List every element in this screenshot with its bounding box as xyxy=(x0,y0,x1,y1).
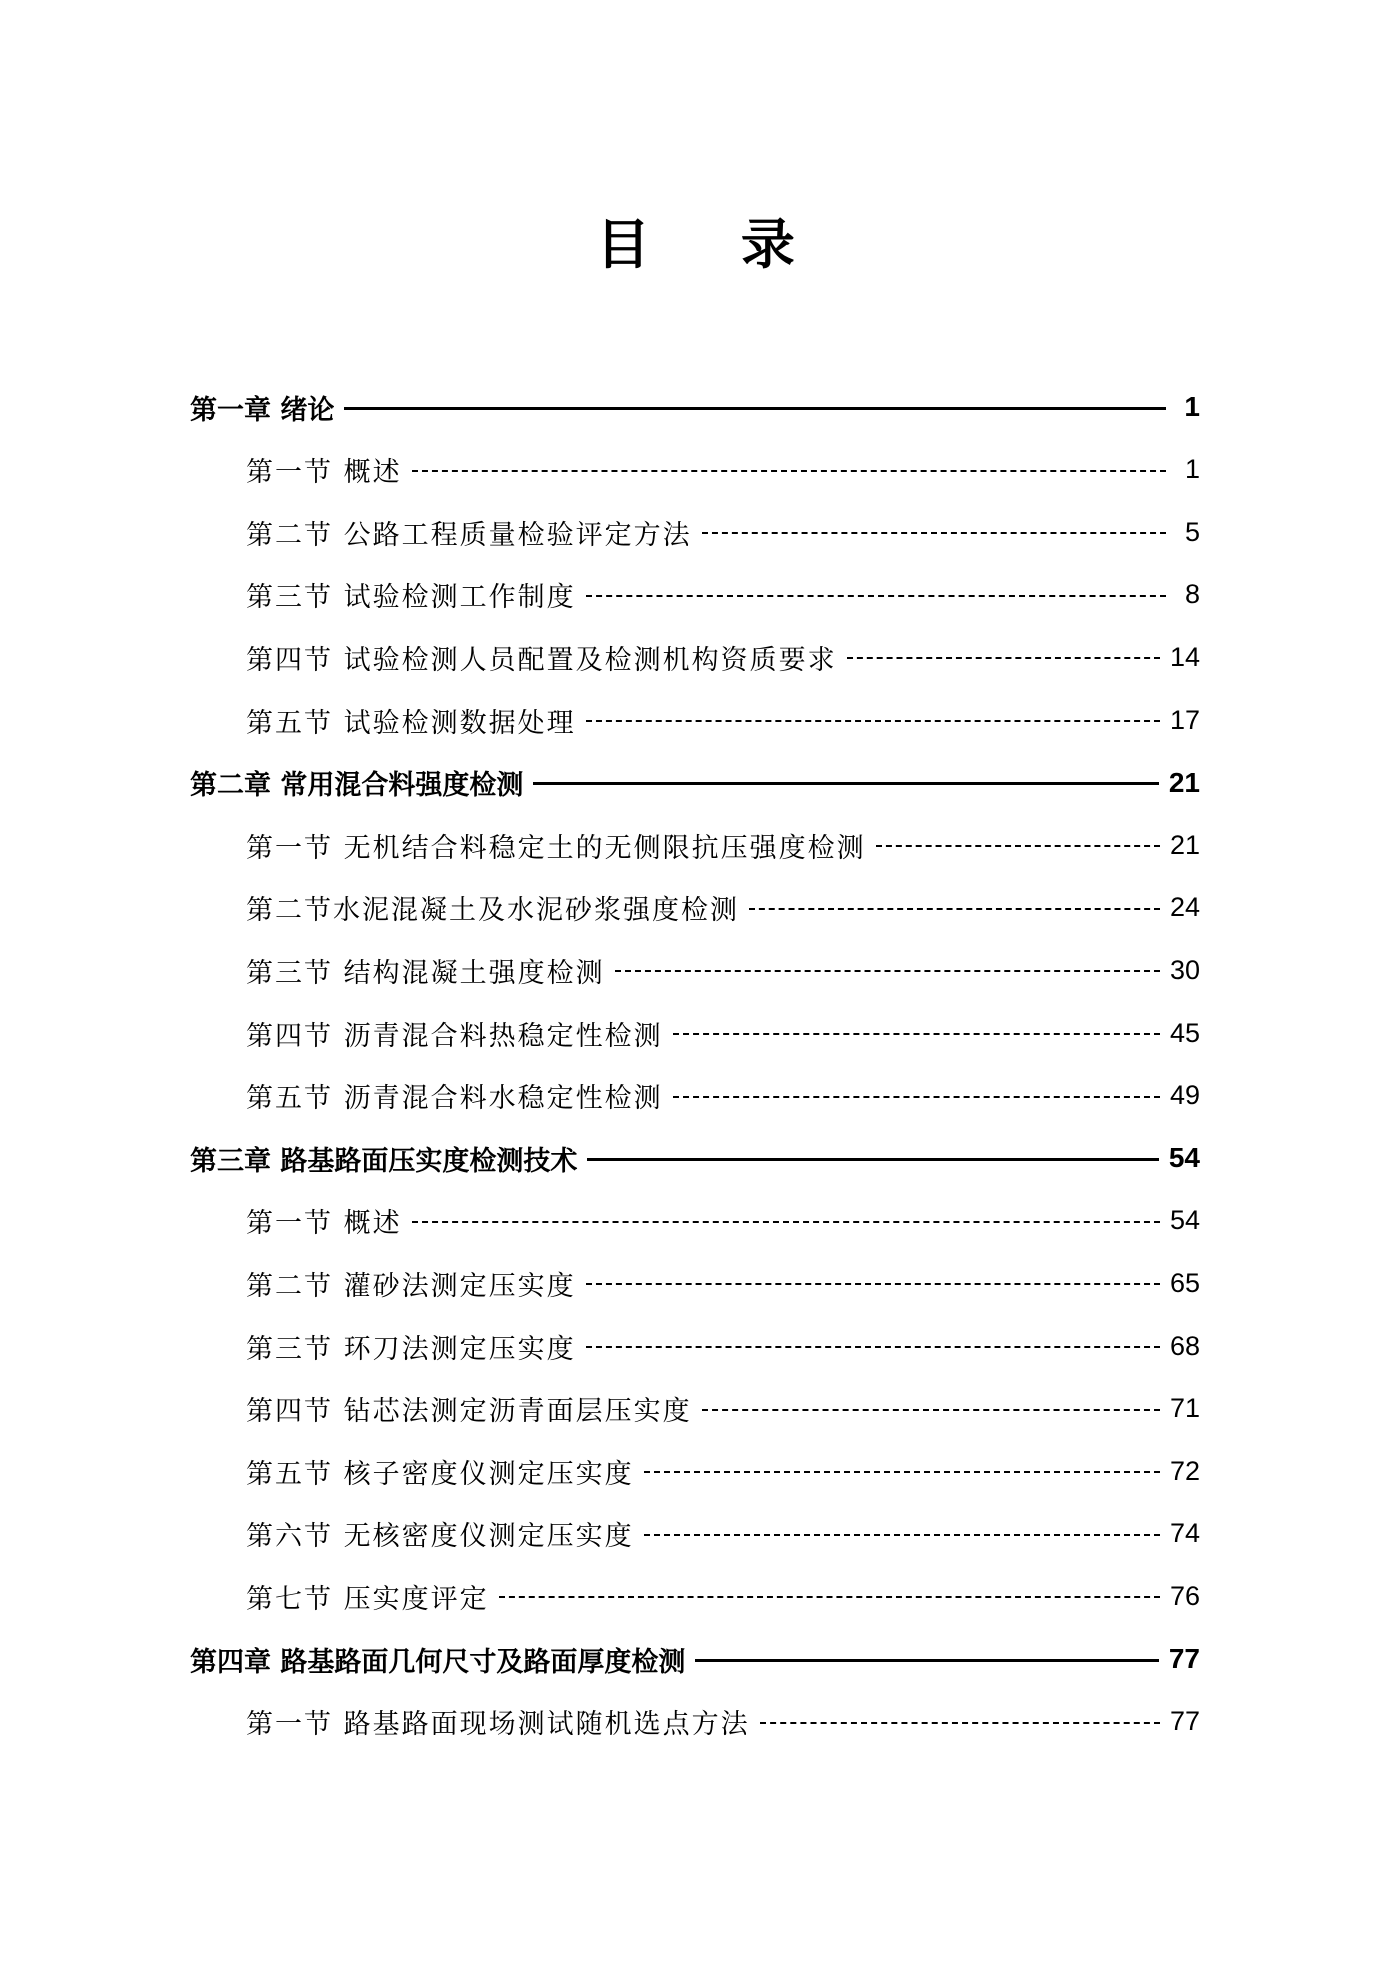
toc-chapter-entry[interactable] xyxy=(190,385,1200,429)
toc-leader-line xyxy=(760,1722,1160,1724)
toc-section-entry[interactable] xyxy=(246,1011,1200,1055)
toc-entry-title: 第七节 压实度评定 xyxy=(246,1583,489,1615)
toc-leader-line xyxy=(586,595,1166,597)
toc-entry-title: 第一节 概述 xyxy=(246,1208,402,1240)
toc-leader-line xyxy=(644,1534,1160,1536)
toc-page-number: 54 xyxy=(1168,1142,1200,1174)
toc-leader-line xyxy=(586,720,1160,722)
toc-section-entry[interactable] xyxy=(246,1074,1200,1118)
toc-section-entry[interactable] xyxy=(246,1199,1200,1243)
toc-page-number: 21 xyxy=(1169,829,1200,860)
toc-section-entry[interactable] xyxy=(246,635,1200,679)
toc-entry-title: 第五节 沥青混合料水稳定性检测 xyxy=(246,1083,663,1115)
toc-section-entry[interactable] xyxy=(246,1574,1200,1618)
toc-leader-line xyxy=(586,1346,1160,1348)
toc-page-number: 72 xyxy=(1169,1455,1200,1486)
toc-leader-line xyxy=(695,1659,1158,1662)
toc-entry-title: 第五节 试验检测数据处理 xyxy=(246,707,576,739)
toc-page-number: 68 xyxy=(1169,1330,1200,1361)
toc-section-entry[interactable] xyxy=(246,1387,1200,1431)
toc-page-number: 24 xyxy=(1169,892,1200,923)
toc-entry-title: 第二章 常用混合料强度检测 xyxy=(190,770,524,802)
toc-section-entry[interactable] xyxy=(246,886,1200,930)
toc-chapter-entry[interactable] xyxy=(190,1637,1200,1681)
toc-entry-title: 第三章 路基路面压实度检测技术 xyxy=(190,1145,578,1177)
toc-leader-line xyxy=(412,1221,1160,1223)
toc-entry-title: 第一节 路基路面现场测试随机选点方法 xyxy=(246,1709,750,1741)
toc-section-entry[interactable] xyxy=(246,1449,1200,1493)
toc-section-entry[interactable] xyxy=(246,1324,1200,1368)
toc-section-entry[interactable] xyxy=(246,698,1200,742)
toc-page-number: 8 xyxy=(1184,579,1200,610)
toc-section-entry[interactable] xyxy=(246,823,1200,867)
toc-leader-line xyxy=(876,845,1160,847)
toc-entry-title: 第四节 试验检测人员配置及检测机构资质要求 xyxy=(246,644,837,676)
toc-section-entry[interactable] xyxy=(246,510,1200,554)
toc-section-entry[interactable] xyxy=(246,1261,1200,1305)
toc-entry-title: 第三节 试验检测工作制度 xyxy=(246,582,576,614)
toc-entry-title: 第三节 环刀法测定压实度 xyxy=(246,1333,576,1365)
toc-page-number: 77 xyxy=(1169,1706,1200,1737)
toc-leader-line xyxy=(673,1096,1160,1098)
toc-entry-title: 第四章 路基路面几何尺寸及路面厚度检测 xyxy=(190,1646,686,1678)
toc-page-number: 30 xyxy=(1169,954,1200,985)
toc-page-number: 49 xyxy=(1169,1080,1200,1111)
toc-page-number: 5 xyxy=(1184,516,1200,547)
toc-leader-line xyxy=(586,1283,1160,1285)
toc-entry-title: 第五节 核子密度仪测定压实度 xyxy=(246,1458,634,1490)
toc-leader-line xyxy=(702,532,1166,534)
toc-section-entry[interactable] xyxy=(246,573,1200,617)
page-title: 目 录 xyxy=(596,212,831,276)
toc-leader-line xyxy=(499,1596,1160,1598)
toc-section-entry[interactable] xyxy=(246,1512,1200,1556)
toc-leader-line xyxy=(702,1409,1160,1411)
toc-page-number: 21 xyxy=(1168,766,1200,798)
toc-page-number: 65 xyxy=(1169,1267,1200,1298)
toc-leader-line xyxy=(533,782,1158,785)
toc-chapter-entry[interactable] xyxy=(190,1136,1200,1180)
toc-entry-title: 第三节 结构混凝土强度检测 xyxy=(246,957,605,989)
toc-page-number: 17 xyxy=(1169,704,1200,735)
toc-page-number: 1 xyxy=(1184,454,1200,485)
toc-entry-title: 第四节 沥青混合料热稳定性检测 xyxy=(246,1020,663,1052)
toc-section-entry[interactable] xyxy=(246,948,1200,992)
toc-page-number: 77 xyxy=(1168,1643,1200,1674)
toc-leader-line xyxy=(644,1471,1160,1473)
toc-page-number: 1 xyxy=(1184,391,1200,422)
toc-page-number: 71 xyxy=(1169,1393,1200,1424)
toc-chapter-entry[interactable] xyxy=(190,761,1200,805)
toc-page-number: 74 xyxy=(1169,1518,1200,1549)
toc-leader-line xyxy=(847,657,1160,659)
toc-entry-title: 第二节 公路工程质量检验评定方法 xyxy=(246,519,692,551)
toc-section-entry[interactable] xyxy=(246,448,1200,492)
toc-entry-title: 第二节 灌砂法测定压实度 xyxy=(246,1270,576,1302)
toc-leader-line xyxy=(587,1158,1158,1161)
toc-entry-title: 第四节 钻芯法测定沥青面层压实度 xyxy=(246,1396,692,1428)
toc-leader-line xyxy=(412,470,1166,472)
toc-leader-line xyxy=(615,970,1160,972)
toc-leader-line xyxy=(673,1033,1160,1035)
toc-entry-title: 第二节水泥混凝土及水泥砂浆强度检测 xyxy=(246,895,739,927)
toc-entry-title: 第六节 无核密度仪测定压实度 xyxy=(246,1521,634,1553)
toc-section-entry[interactable] xyxy=(246,1700,1200,1744)
toc-entry-title: 第一节 概述 xyxy=(246,457,402,489)
toc-leader-line xyxy=(749,908,1160,910)
toc-page-number: 45 xyxy=(1169,1017,1200,1048)
toc-entry-title: 第一节 无机结合料稳定土的无侧限抗压强度检测 xyxy=(246,832,866,864)
toc-page-number: 76 xyxy=(1169,1580,1200,1611)
toc-page-number: 14 xyxy=(1169,641,1200,672)
toc-leader-line xyxy=(344,407,1166,410)
toc-entry-title: 第一章 绪论 xyxy=(190,394,335,426)
toc-page-number: 54 xyxy=(1169,1205,1200,1236)
